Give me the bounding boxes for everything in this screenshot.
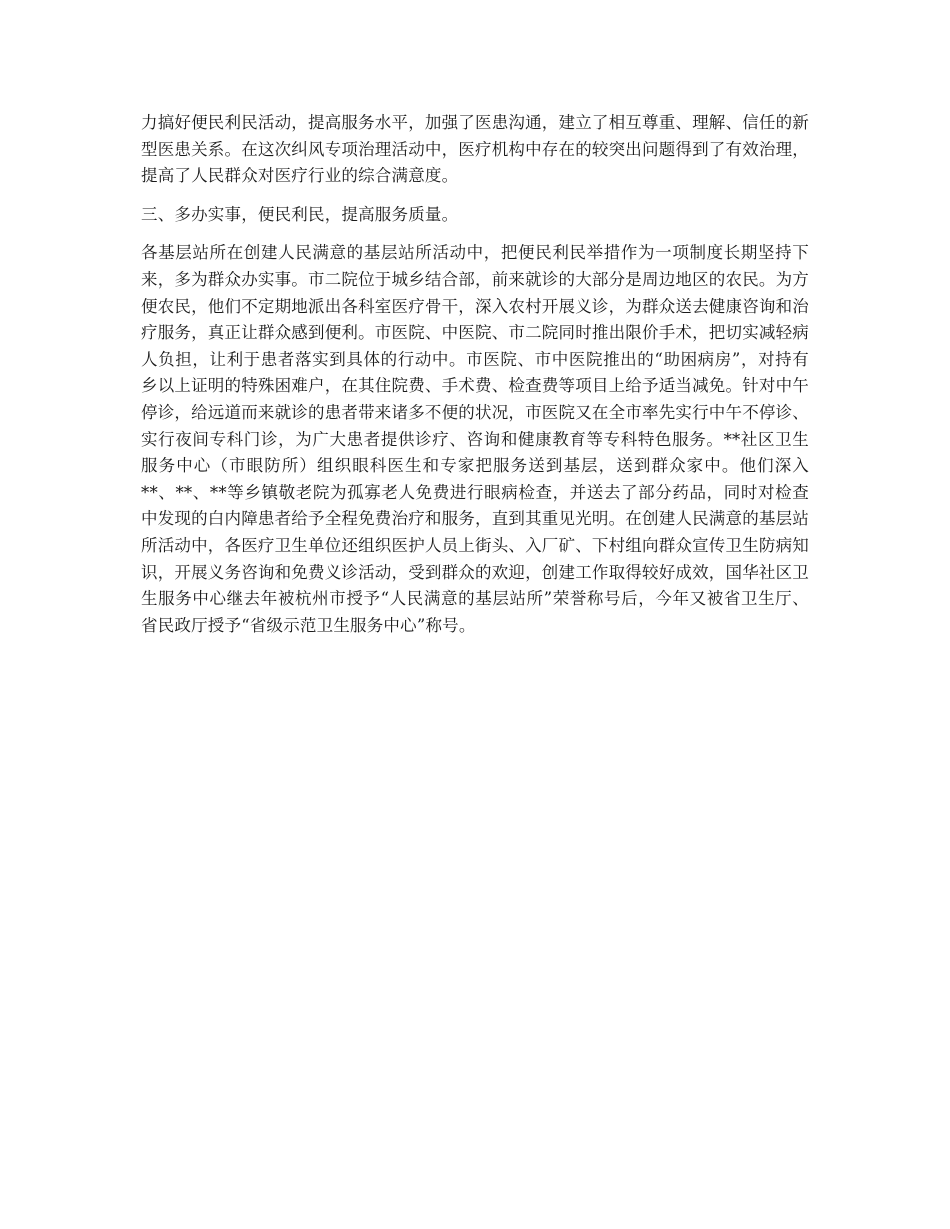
body-paragraph-2: 各基层站所在创建人民满意的基层站所活动中，把便民利民举措作为一项制度长期坚持下来，多为群众办实事。市二院位于城乡结合部，前来就诊的大部分是周边地区的农民。为方便农民，他们不定期地派出各科室医疗骨干，深入农村开展义诊，为群众送去健康咨询和治疗服务，真正让群众感到便利。市医院、中医院、市二院同时推出限价手术，把切实减轻病人负担，让利于患者落实到具体的行动中。市医院、市中医院推出的“助困病房”，对持有乡以上证明的特殊困难户，在其住院费、手术费、检查费等项目上给予适当减免。针对中午停诊，给远道而来就诊的患者带来诸多不便的状况，市医院又在全市率先实行中午不停诊、实行夜间专科门诊，为广大患者提供诊疗、咨询和健康教育等专科特色服务。**社区卫生服务中心（市眼防所）组织眼科医生和专家把服务送到基层，送到群众家中。他们深入**、**、**等乡镇敬老院为孤寡老人免费进行眼病检查，并送去了部分药品，同时对检查中发现的白内障患者给予全程免费治疗和服务，直到其重见光明。在创建人民满意的基层站所活动中，各医疗卫生单位还组织医护人员上街头、入厂矿、下村组向群众宣传卫生防病知识，开展义务咨询和免费义诊活动，受到群众的欢迎，创建工作取得较好成效，国华社区卫生服务中心继去年被杭州市授予“人民满意的基层站所”荣誉称号后，今年又被省卫生厅、省民政厅授予“省级示范卫生服务中心”称号。 bbox=[141, 243, 809, 635]
section-heading: 三、多办实事，便民利民，提高服务质量。 bbox=[141, 204, 459, 224]
document-body bbox=[141, 110, 809, 651]
body-paragraph-1: 力搞好便民利民活动，提高服务水平，加强了医患沟通，建立了相互尊重、理解、信任的新型医患关系。在这次纠风专项治理活动中，医疗机构中存在的较突出问题得到了有效治理，提高了人民群众对医疗行业的综合满意度。 bbox=[141, 113, 809, 186]
